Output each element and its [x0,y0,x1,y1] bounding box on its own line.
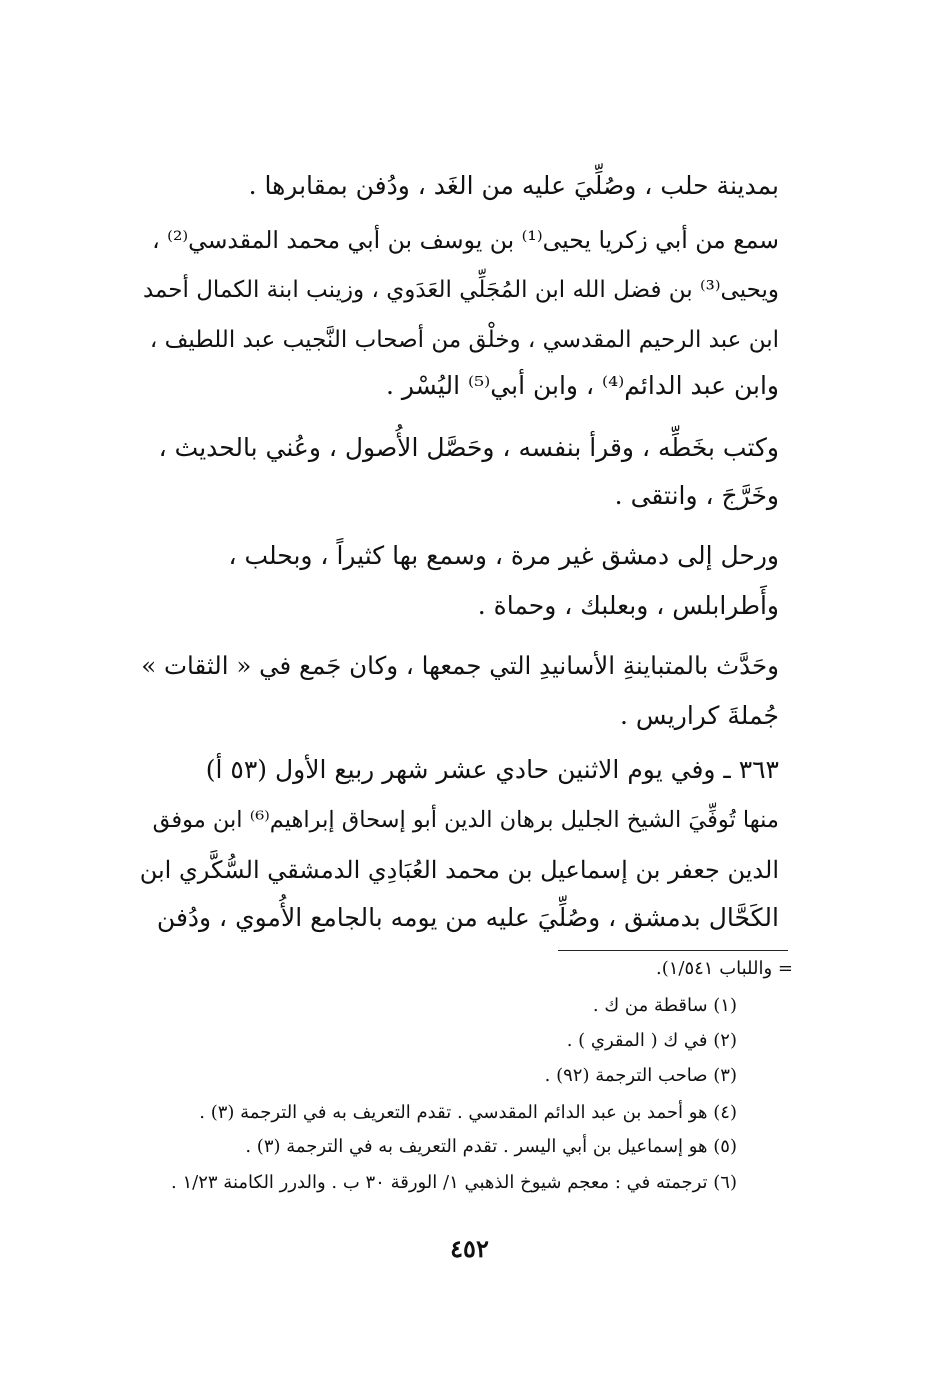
entry-heading-line: ٣٦٣ ـ وفي يوم الاثنين حادي عشر شهر ربيع الأول (٥٣ أ) [205,755,779,784]
footnote: = واللباب ١/٥٤١). [655,958,793,979]
body-line: سمع من أبي زكريا يحيى⁽¹⁾ بن يوسف بن أبي محمد المقدسي⁽²⁾ ، [152,226,779,254]
body-line: بمدينة حلب ، وصُلِّيَ عليه من الغَد ، ودُفن بمقابرها . [248,171,779,200]
footnote: (٦) ترجمته في : معجم شيوخ الذهبي ١/ الورقة ٣٠ ب . والدرر الكامنة ١/٢٣ . [171,1172,737,1193]
body-line: ويحيى⁽³⁾ بن فضل الله ابن المُجَلِّي العَدَوي ، وزينب ابنة الكمال أحمد [142,277,779,303]
footnote: (٣) صاحب الترجمة (٩٢) . [544,1065,737,1086]
footnote: (٤) هو أحمد بن عبد الدائم المقدسي . تقدم التعريف به في الترجمة (٣) . [199,1102,737,1123]
body-line: وكتب بخَطِّه ، وقرأ بنفسه ، وحَصَّل الأُصول ، وعُني بالحديث ، [158,433,779,462]
footnote-separator [558,950,788,951]
body-line: منها تُوفِّيَ الشيخ الجليل برهان الدين أبو إسحاق إبراهيم⁽⁶⁾ ابن موفق [152,807,779,833]
body-line: ورحل إلى دمشق غير مرة ، وسمع بها كثيراً ، وبحلب ، [228,541,779,570]
body-line: الكَحَّال بدمشق ، وصُلِّيَ عليه من يومه بالجامع الأُموي ، ودُفن [156,903,779,932]
body-line: الدين جعفر بن إسماعيل بن محمد العُبَادِي الدمشقي السُّكَّري ابن [139,856,779,884]
body-line: وأَطرابلس ، وبعلبك ، وحماة . [477,591,779,620]
body-line: وخَرَّجَ ، وانتقى . [614,481,779,510]
body-line: ابن عبد الرحيم المقدسي ، وخلْق من أصحاب النَّجيب عبد اللطيف ، [149,327,779,353]
footnote: (٥) هو إسماعيل بن أبي اليسر . تقدم التعريف به في الترجمة (٣) . [245,1136,737,1157]
footnote: (١) ساقطة من ك . [592,995,737,1016]
body-line: وابن عبد الدائم⁽⁴⁾ ، وابن أبي⁽⁵⁾ اليُسْر . [385,371,779,400]
page-number: ٤٥٢ [450,1234,489,1263]
body-line: وحَدَّث بالمتباينةِ الأسانيدِ التي جمعها ، وكان جَمع في « الثقات » [141,651,779,680]
footnote: (٢) في ك ( المقري ) . [566,1030,737,1051]
body-line: جُملةَ كراريس . [620,701,779,730]
